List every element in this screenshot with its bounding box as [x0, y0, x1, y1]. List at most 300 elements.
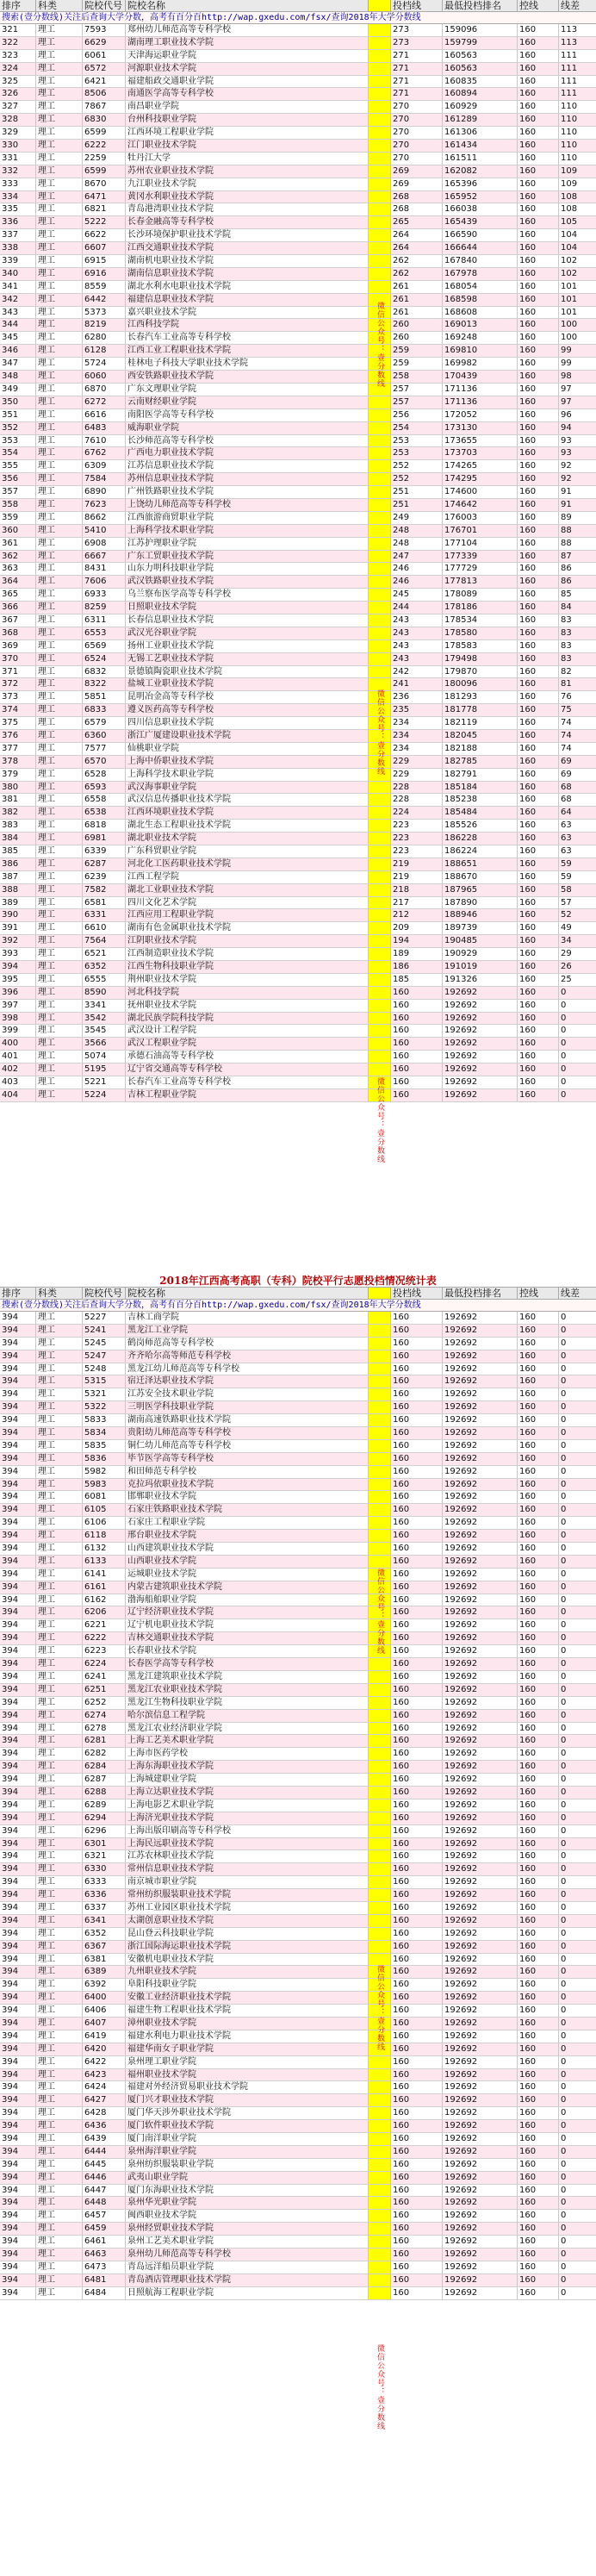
cell-position: 192692: [443, 1954, 518, 1966]
note-column-cell: [369, 178, 391, 190]
cell-control: 160: [518, 794, 559, 806]
cell-control: 160: [518, 653, 559, 665]
cell-rank: 402: [0, 1063, 36, 1076]
cell-cutoff: 261: [391, 307, 443, 319]
cell-position: 166590: [443, 229, 518, 241]
cell-control: 160: [518, 1312, 559, 1324]
cell-name: 福建对外经济贸易职业技术学院: [126, 2081, 369, 2093]
cell-diff: 0: [561, 1026, 567, 1036]
cell-category: 理工: [36, 178, 83, 190]
table-row: [0, 294, 596, 307]
cell-code: 6162: [83, 1594, 126, 1606]
cell-rank: 355: [0, 460, 36, 472]
cell-diff: 0: [561, 2211, 567, 2221]
cell-control: 160: [518, 961, 559, 973]
cell-cutoff: 160: [391, 2261, 443, 2273]
cell-name: 郑州幼儿师范高等专科学校: [126, 24, 369, 36]
cell-rank: 394: [0, 1619, 36, 1631]
cell-control: 160: [518, 525, 559, 537]
cell-category: 理工: [36, 447, 83, 459]
cell-code: 6629: [83, 37, 126, 49]
cell-position: 192692: [443, 1504, 518, 1516]
cell-position: 168608: [443, 307, 518, 319]
cell-category: 理工: [36, 935, 83, 947]
cell-name: 泉州华光职业学院: [126, 2197, 369, 2209]
cell-code: 6528: [83, 769, 126, 781]
cell-control: 160: [518, 1440, 559, 1452]
table-row: [0, 203, 596, 216]
cell-rank: 395: [0, 974, 36, 986]
cell-position: 189739: [443, 922, 518, 934]
cell-cutoff: 253: [391, 447, 443, 459]
cell-name: 长沙师范高等专科学校: [126, 435, 369, 447]
cell-position: 173703: [443, 447, 518, 459]
cell-category: 理工: [36, 512, 83, 524]
cell-diff: 0: [561, 1077, 567, 1088]
note-column-cell: [369, 2159, 391, 2171]
table-row: [0, 1530, 596, 1543]
cell-cutoff: 270: [391, 101, 443, 113]
cell-cutoff: 160: [391, 1954, 443, 1966]
cell-name: 扬州工业职业技术学院: [126, 640, 369, 652]
notice-banner[interactable]: 搜索(壹分数线)关注后查询大学分数，高考有百分百http://wap.gxedu.com/fsx/查询2018年大学分数线: [0, 12, 596, 24]
cell-category: 理工: [36, 1479, 83, 1491]
cell-cutoff: 160: [391, 1312, 443, 1324]
cell-cutoff: 260: [391, 319, 443, 331]
note-column-cell: [369, 897, 391, 909]
cell-control: 160: [518, 576, 559, 588]
cell-category: 理工: [36, 1350, 83, 1363]
cell-cutoff: 241: [391, 678, 443, 690]
cell-code: 5195: [83, 1063, 126, 1076]
cell-category: 理工: [36, 909, 83, 921]
cell-control: 160: [518, 2018, 559, 2030]
cell-name: 河北化工医药职业技术学院: [126, 858, 369, 870]
cell-rank: 394: [0, 961, 36, 973]
cell-cutoff: 160: [391, 1941, 443, 1953]
cell-code: 6141: [83, 1569, 126, 1581]
cell-position: 192692: [443, 1799, 518, 1812]
cell-name: 黑龙江工业学院: [126, 1325, 369, 1337]
note-column-cell: [369, 2210, 391, 2222]
cell-name: 浙江国际海运职业技术学院: [126, 1941, 369, 1953]
cell-cutoff: 160: [391, 1076, 443, 1088]
table-row: [0, 473, 596, 486]
table-row: [0, 1013, 596, 1026]
cell-diff: 0: [561, 1492, 567, 1502]
cell-category: 理工: [36, 101, 83, 113]
cell-category: 理工: [36, 525, 83, 537]
cell-rank: 356: [0, 473, 36, 485]
cell-name: 泉州理工职业学院: [126, 2056, 369, 2068]
cell-code: 6222: [83, 140, 126, 152]
cell-name: 武汉信息传播职业技术学院: [126, 794, 369, 806]
cell-position: 188651: [443, 858, 518, 870]
cell-diff: 0: [561, 2134, 567, 2143]
cell-position: 174642: [443, 499, 518, 511]
cell-rank: 341: [0, 281, 36, 293]
cell-control: 160: [518, 294, 559, 306]
cell-control: 160: [518, 1889, 559, 1901]
cell-position: 160563: [443, 63, 518, 75]
cell-code: 6420: [83, 2043, 126, 2055]
cell-name: 上海东海职业技术学院: [126, 1761, 369, 1773]
cell-cutoff: 160: [391, 1556, 443, 1568]
cell-code: 6616: [83, 409, 126, 421]
table-row: [0, 191, 596, 204]
table-row: [0, 1812, 596, 1825]
cell-control: 160: [518, 447, 559, 459]
table-row: [0, 1388, 596, 1401]
cell-control: 160: [518, 2159, 559, 2171]
cell-cutoff: 273: [391, 24, 443, 36]
cell-rank: 336: [0, 216, 36, 228]
cell-control: 160: [518, 1427, 559, 1439]
cell-control: 160: [518, 1774, 559, 1786]
note-column-cell: [369, 589, 391, 601]
header-name: 院校名称: [126, 1288, 369, 1299]
cell-diff: 92: [561, 474, 572, 484]
cell-cutoff: 160: [391, 2197, 443, 2209]
cell-diff: 0: [561, 1479, 567, 1489]
table-row: [0, 24, 596, 37]
cell-position: 191326: [443, 974, 518, 986]
cell-category: 理工: [36, 76, 83, 88]
cell-cutoff: 160: [391, 1710, 443, 1722]
note-column-cell: [369, 473, 391, 485]
table-row: [0, 974, 596, 987]
cell-category: 理工: [36, 2018, 83, 2030]
header-control: 控线: [518, 0, 559, 11]
cell-cutoff: 160: [391, 1000, 443, 1012]
cell-category: 理工: [36, 730, 83, 742]
cell-control: 160: [518, 2081, 559, 2093]
cell-position: 192692: [443, 1645, 518, 1657]
cell-category: 理工: [36, 1025, 83, 1037]
cell-diff: 86: [561, 577, 572, 587]
cell-category: 理工: [36, 2261, 83, 2273]
cell-name: 牡丹江大学: [126, 153, 369, 165]
cell-control: 160: [518, 307, 559, 319]
cell-code: 6301: [83, 1838, 126, 1850]
cell-name: 邢台职业技术学院: [126, 1530, 369, 1542]
cell-code: 6448: [83, 2197, 126, 2209]
cell-name: 景德镇陶瓷职业技术学院: [126, 666, 369, 678]
note-column-cell: [369, 1863, 391, 1875]
table-row: [0, 88, 596, 101]
cell-rank: 394: [0, 1735, 36, 1747]
cell-code: 6436: [83, 2120, 126, 2132]
cell-diff: 105: [561, 217, 578, 228]
cell-diff: 108: [561, 204, 578, 215]
table-row: [0, 2287, 596, 2300]
table-row: [0, 769, 596, 782]
cell-control: 160: [518, 1363, 559, 1375]
cell-diff: 0: [561, 1890, 567, 1900]
cell-code: 7577: [83, 743, 126, 755]
note-column-cell: [369, 563, 391, 575]
cell-position: 177729: [443, 563, 518, 575]
cell-code: 6272: [83, 396, 126, 409]
cell-category: 理工: [36, 845, 83, 858]
cell-name: 邯郸职业技术学院: [126, 1491, 369, 1503]
cell-name: 泉州经贸职业技术学院: [126, 2223, 369, 2235]
cell-rank: 394: [0, 2249, 36, 2261]
cell-name: 南昌职业学院: [126, 101, 369, 113]
cell-category: 理工: [36, 2081, 83, 2093]
cell-category: 理工: [36, 1812, 83, 1824]
cell-cutoff: 160: [391, 1606, 443, 1619]
cell-name: 铜仁幼儿师范高等专科学校: [126, 1440, 369, 1452]
cell-rank: 394: [0, 1915, 36, 1927]
cell-rank: 379: [0, 769, 36, 781]
cell-cutoff: 160: [391, 1774, 443, 1786]
cell-diff: 0: [561, 1440, 567, 1450]
cell-rank: 394: [0, 2146, 36, 2158]
cell-code: 6331: [83, 909, 126, 921]
cell-cutoff: 160: [391, 1440, 443, 1452]
cell-name: 江西科技学院: [126, 319, 369, 331]
cell-cutoff: 271: [391, 88, 443, 100]
cell-name: 福建生物工程职业技术学院: [126, 2005, 369, 2017]
cell-cutoff: 160: [391, 1051, 443, 1063]
table-row: [0, 1363, 596, 1376]
cell-cutoff: 212: [391, 909, 443, 921]
cell-position: 179498: [443, 653, 518, 665]
cell-name: 湖北水利水电职业技术学院: [126, 281, 369, 293]
table-row: [0, 1556, 596, 1569]
cell-category: 理工: [36, 1076, 83, 1088]
cell-name: 苏州工业园区职业技术学院: [126, 1902, 369, 1914]
cell-name: 上海市医药学校: [126, 1748, 369, 1760]
cell-diff: 110: [561, 102, 578, 112]
cell-diff: 104: [561, 243, 578, 253]
table-row: [0, 1632, 596, 1645]
cell-name: 长春信息职业技术学院: [126, 614, 369, 627]
cell-category: 理工: [36, 1000, 83, 1012]
cell-category: 理工: [36, 435, 83, 447]
cell-cutoff: 245: [391, 589, 443, 601]
table-row: [0, 1902, 596, 1915]
cell-rank: 394: [0, 1325, 36, 1337]
note-column-cell: [369, 525, 391, 537]
cell-rank: 403: [0, 1076, 36, 1088]
cell-category: 理工: [36, 1491, 83, 1503]
cell-control: 160: [518, 396, 559, 409]
cell-name: 齐齐哈尔高等师范专科学校: [126, 1350, 369, 1363]
table-row: [0, 332, 596, 345]
cell-diff: 0: [561, 1544, 567, 1554]
cell-cutoff: 160: [391, 1812, 443, 1824]
cell-cutoff: 160: [391, 1787, 443, 1799]
cell-position: 182188: [443, 743, 518, 755]
header-rank: 排序: [0, 0, 36, 11]
cell-rank: 366: [0, 602, 36, 614]
cell-cutoff: 160: [391, 1325, 443, 1337]
cell-rank: 394: [0, 1543, 36, 1555]
cell-control: 160: [518, 1581, 559, 1594]
cell-position: 188670: [443, 871, 518, 883]
cell-code: 6610: [83, 922, 126, 934]
cell-category: 理工: [36, 640, 83, 652]
cell-rank: 357: [0, 486, 36, 498]
cell-control: 160: [518, 2094, 559, 2106]
cell-cutoff: 160: [391, 2146, 443, 2158]
cell-category: 理工: [36, 24, 83, 36]
cell-name: 厦门华天涉外职业技术学院: [126, 2107, 369, 2119]
cell-rank: 394: [0, 1928, 36, 1940]
cell-rank: 340: [0, 268, 36, 280]
cell-cutoff: 223: [391, 845, 443, 858]
cell-category: 理工: [36, 2094, 83, 2106]
header-rank: 排序: [0, 1288, 36, 1299]
cell-name: 上海济光职业技术学院: [126, 1812, 369, 1824]
cell-name: 黄冈水利职业技术学院: [126, 191, 369, 203]
cell-code: 6427: [83, 2094, 126, 2106]
cell-control: 160: [518, 255, 559, 267]
cell-rank: 394: [0, 1350, 36, 1363]
cell-name: 上海出版印刷高等专科学校: [126, 1825, 369, 1837]
cell-code: 6311: [83, 614, 126, 627]
cell-cutoff: 160: [391, 1850, 443, 1862]
cell-code: 5227: [83, 1312, 126, 1324]
cell-cutoff: 185: [391, 974, 443, 986]
cell-category: 理工: [36, 1401, 83, 1413]
table-row: [0, 845, 596, 858]
cell-cutoff: 160: [391, 1338, 443, 1350]
cell-rank: 332: [0, 165, 36, 178]
cell-diff: 0: [561, 1799, 567, 1810]
cell-category: 理工: [36, 2287, 83, 2299]
cell-control: 160: [518, 1902, 559, 1914]
cell-name: 广东工贸职业技术学院: [126, 551, 369, 563]
table-row: [0, 384, 596, 396]
cell-diff: 0: [561, 2287, 567, 2298]
cell-category: 理工: [36, 2185, 83, 2197]
cell-control: 160: [518, 743, 559, 755]
cell-cutoff: 160: [391, 1453, 443, 1465]
cell-name: 上海电影艺术职业学院: [126, 1799, 369, 1812]
cell-name: 日照职业技术学院: [126, 602, 369, 614]
cell-diff: 0: [561, 1646, 567, 1656]
cell-position: 192692: [443, 1710, 518, 1722]
cell-name: 上海科学技术职业学院: [126, 769, 369, 781]
cell-control: 160: [518, 460, 559, 472]
cell-position: 192692: [443, 1569, 518, 1581]
cell-position: 192692: [443, 1491, 518, 1503]
table-row: [0, 216, 596, 229]
cell-position: 192692: [443, 2030, 518, 2043]
cell-position: 191019: [443, 961, 518, 973]
cell-category: 理工: [36, 1453, 83, 1465]
cell-diff: 68: [561, 782, 572, 792]
cell-rank: 362: [0, 551, 36, 563]
cell-name: 长春职业技术学院: [126, 1645, 369, 1657]
cell-rank: 378: [0, 756, 36, 768]
cell-name: 安徽工业经济职业技术学院: [126, 1992, 369, 2004]
cell-diff: 81: [561, 679, 572, 689]
cell-position: 181778: [443, 704, 518, 716]
cell-position: 192692: [443, 1466, 518, 1478]
cell-code: 6933: [83, 589, 126, 601]
cell-diff: 0: [561, 1620, 567, 1631]
cell-rank: 394: [0, 1491, 36, 1503]
cell-rank: 321: [0, 24, 36, 36]
cell-control: 160: [518, 1812, 559, 1824]
cell-category: 理工: [36, 2069, 83, 2081]
cell-name: 哈尔滨信息工程学院: [126, 1710, 369, 1722]
cell-category: 理工: [36, 1038, 83, 1050]
cell-cutoff: 160: [391, 1363, 443, 1375]
cell-cutoff: 160: [391, 2018, 443, 2030]
cell-control: 160: [518, 191, 559, 203]
cell-rank: 394: [0, 2018, 36, 2030]
cell-category: 理工: [36, 127, 83, 139]
table-row: [0, 2081, 596, 2094]
cell-position: 178534: [443, 614, 518, 627]
cell-position: 192692: [443, 1850, 518, 1862]
cell-position: 192692: [443, 2120, 518, 2132]
cell-control: 160: [518, 909, 559, 921]
cell-name: 江西制造职业技术学院: [126, 948, 369, 960]
cell-category: 理工: [36, 255, 83, 267]
note-column-cell: [369, 1799, 391, 1812]
table-row: [0, 1954, 596, 1967]
cell-cutoff: 160: [391, 2185, 443, 2197]
cell-name: 黑龙江幼儿师范高等专科学校: [126, 1363, 369, 1375]
cell-control: 160: [518, 2210, 559, 2222]
cell-rank: 394: [0, 2030, 36, 2043]
cell-position: 192692: [443, 2146, 518, 2158]
cell-rank: 347: [0, 358, 36, 370]
cell-position: 186224: [443, 845, 518, 858]
cell-cutoff: 160: [391, 1089, 443, 1101]
cell-position: 159096: [443, 24, 518, 36]
cell-rank: 394: [0, 2223, 36, 2235]
cell-cutoff: 160: [391, 1645, 443, 1657]
cell-diff: 92: [561, 461, 572, 471]
cell-name: 上海民远职业技术学院: [126, 1838, 369, 1850]
cell-diff: 110: [561, 153, 578, 163]
cell-code: 6294: [83, 1812, 126, 1824]
table-row: [0, 1466, 596, 1479]
table-row: [0, 422, 596, 435]
cell-name: 厦门南洋职业学院: [126, 2133, 369, 2145]
cell-category: 理工: [36, 165, 83, 178]
cell-control: 160: [518, 2172, 559, 2184]
cell-cutoff: 257: [391, 384, 443, 396]
table-row: [0, 486, 596, 499]
notice-banner-repeat[interactable]: 搜索(壹分数线)关注后查询大学分数，高考有百分百http://wap.gxedu.com/fsx/查询2018年大学分数线: [0, 1300, 596, 1312]
cell-cutoff: 219: [391, 858, 443, 870]
cell-rank: 394: [0, 1812, 36, 1824]
cell-position: 160563: [443, 50, 518, 62]
table-row: [0, 1453, 596, 1466]
cell-category: 理工: [36, 1517, 83, 1529]
note-column-cell: [369, 551, 391, 563]
cell-control: 160: [518, 1697, 559, 1709]
cell-position: 177339: [443, 551, 518, 563]
cell-code: 6459: [83, 2223, 126, 2235]
side-note-3: 微信公众号：壹分数线: [376, 1077, 384, 1163]
cell-code: 7610: [83, 435, 126, 447]
cell-code: 6916: [83, 268, 126, 280]
cell-cutoff: 160: [391, 2274, 443, 2286]
cell-control: 160: [518, 1375, 559, 1388]
note-column-cell: [369, 50, 391, 62]
cell-category: 理工: [36, 50, 83, 62]
cell-position: 192692: [443, 1594, 518, 1606]
